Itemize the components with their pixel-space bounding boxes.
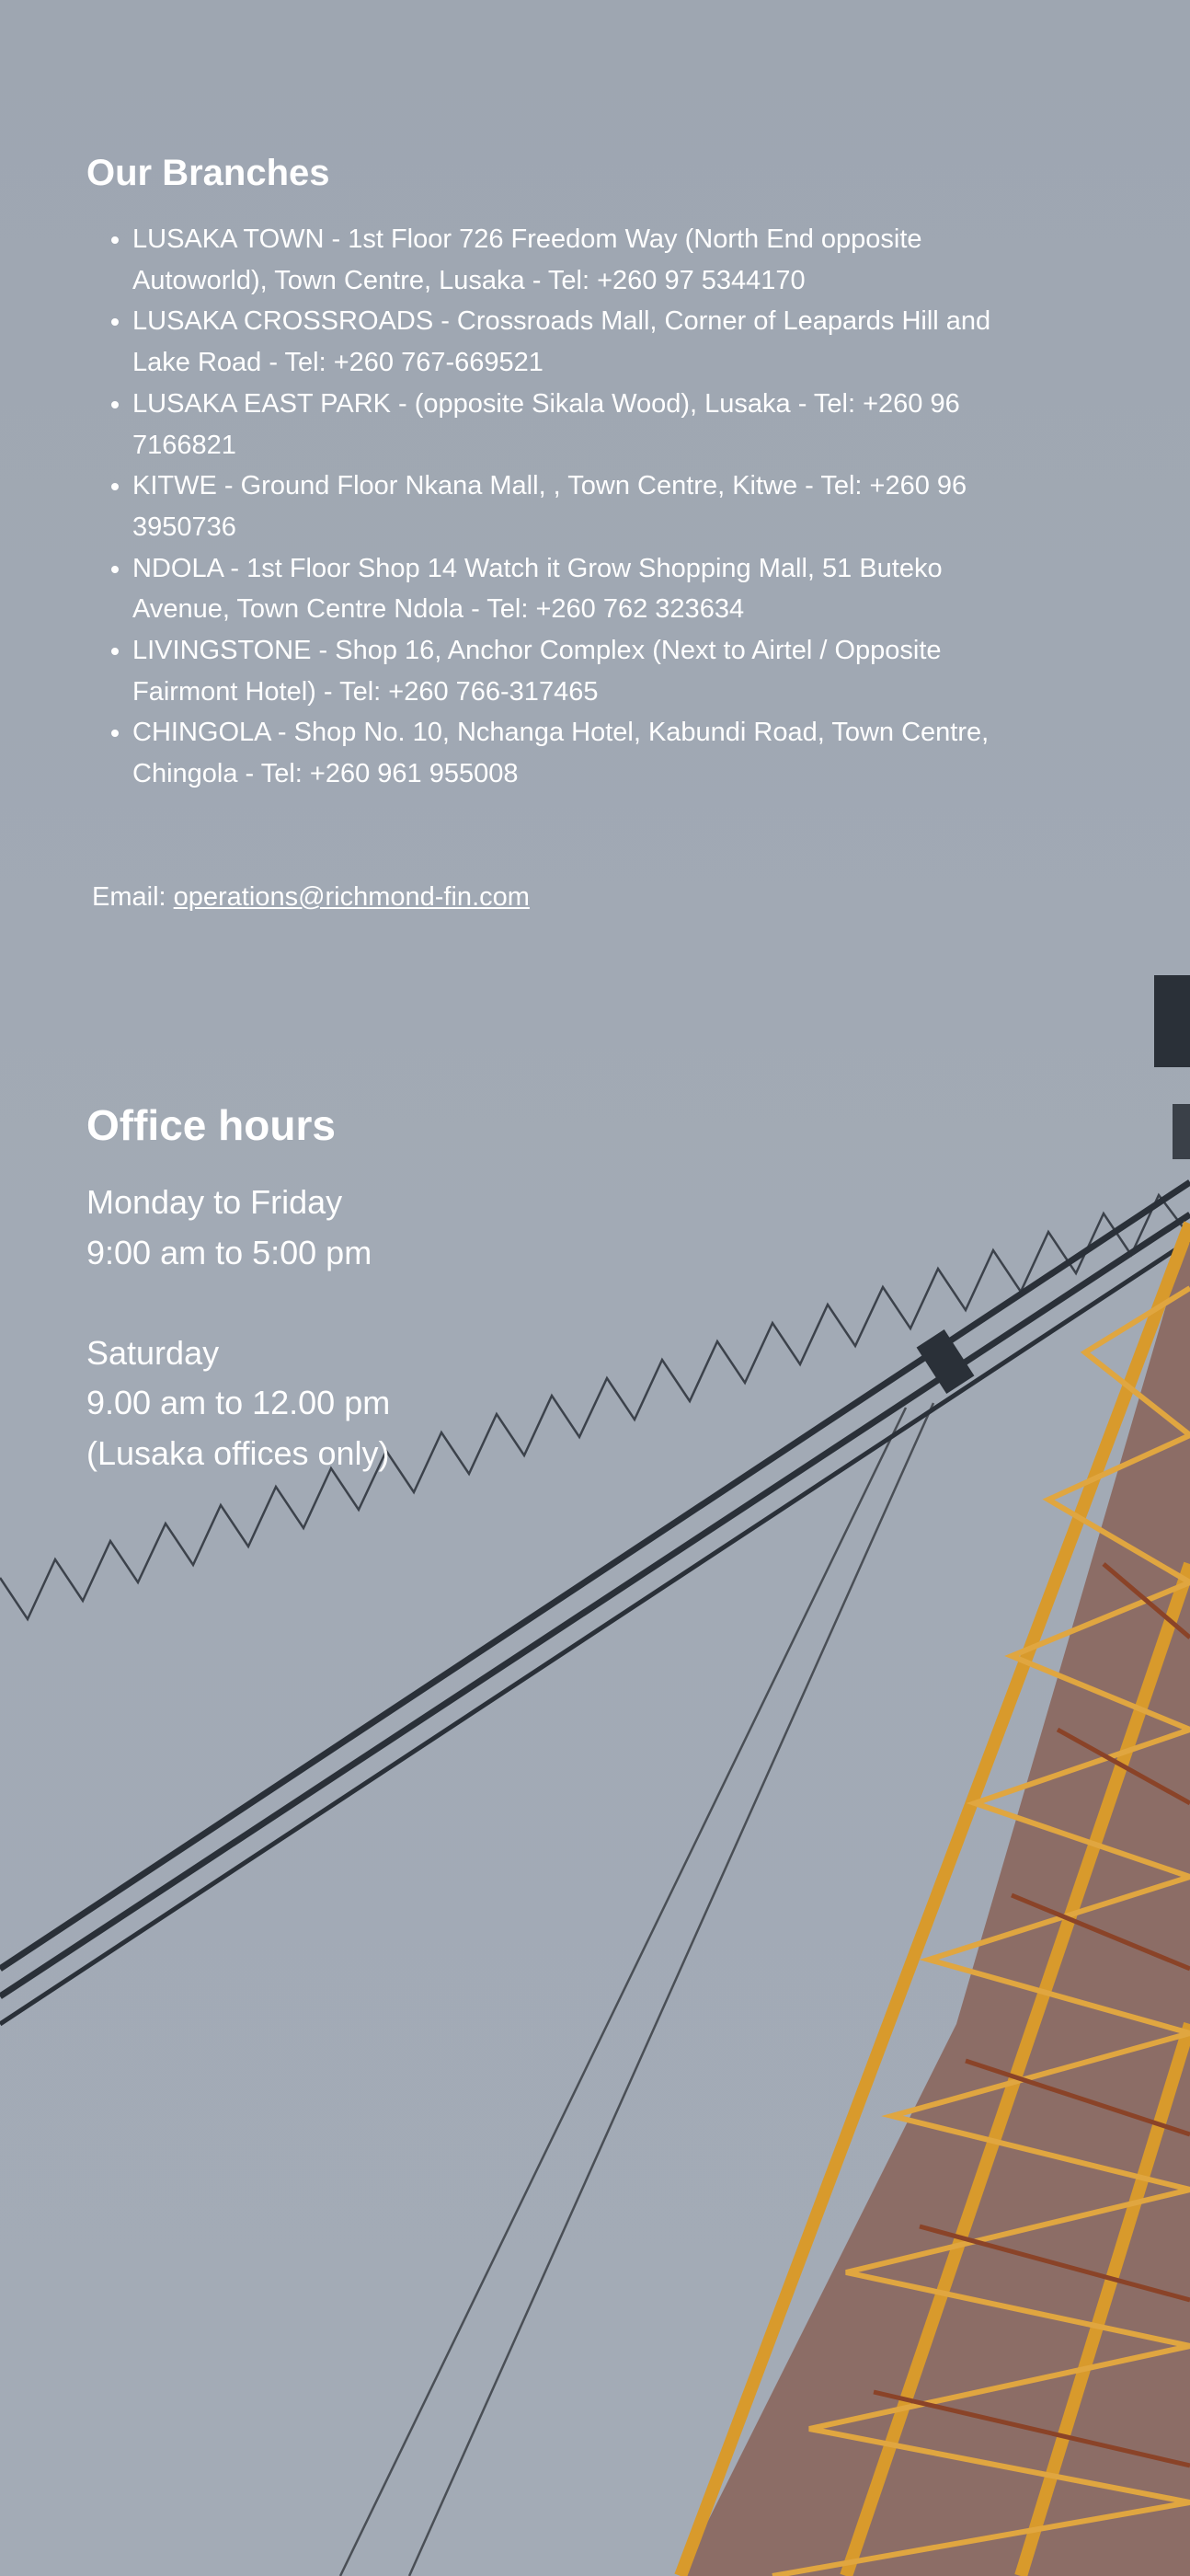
branch-list bbox=[86, 219, 1034, 795]
branch-item-ndola: • NDOLA - 1st Floor Shop 14 Watch it Grow Shopping Mall, 51 Buteko Avenue, Town Centre Ndola - Tel: +260 762 323634 bbox=[132, 548, 1034, 630]
office-hours-block bbox=[86, 1178, 390, 1478]
email-link[interactable]: operations@richmond-fin.com bbox=[173, 882, 530, 912]
saturday-time: 9.00 am to 12.00 pm bbox=[86, 1384, 391, 1421]
office-hours-heading: Office hours bbox=[86, 1101, 336, 1149]
branch-item-lusaka-town: • LUSAKA TOWN - 1st Floor 726 Freedom Way (North End opposite Autoworld), Town Centre, Lusaka - Tel: +260 97 5344170 bbox=[132, 219, 1034, 301]
email-label: Email: bbox=[92, 882, 166, 912]
weekday-days: Monday to Friday bbox=[86, 1183, 343, 1221]
branch-item-lusaka-crossroads: • LUSAKA CROSSROADS - Crossroads Mall, Corner of Leapards Hill and Lake Road - Tel: +260 767-669521 bbox=[132, 301, 1034, 383]
hours-spacer bbox=[86, 1278, 390, 1328]
email-line bbox=[92, 877, 530, 917]
saturday-note: (Lusaka offices only) bbox=[86, 1433, 390, 1472]
branches-heading: Our Branches bbox=[86, 153, 330, 193]
saturday-days: Saturday bbox=[86, 1333, 220, 1372]
branch-item-chingola: • CHINGOLA - Shop No. 10, Nchanga Hotel, Kabundi Road, Town Centre, Chingola - Tel: +260 961 955008 bbox=[132, 712, 1034, 794]
branch-item-lusaka-east-park: • LUSAKA EAST PARK - (opposite Sikala Wood), Lusaka - Tel: +260 96 7166821 bbox=[132, 384, 1034, 466]
branch-item-livingstone: • LIVINGSTONE - Shop 16, Anchor Complex (Next to Airtel / Opposite Fairmont Hotel) - Tel: +260 766-317465 bbox=[132, 630, 1034, 712]
branch-item-kitwe: • KITWE - Ground Floor Nkana Mall, , Town Centre, Kitwe - Tel: +260 96 3950736 bbox=[132, 466, 1034, 547]
weekday-time: 9:00 am to 5:00 pm bbox=[86, 1233, 372, 1271]
